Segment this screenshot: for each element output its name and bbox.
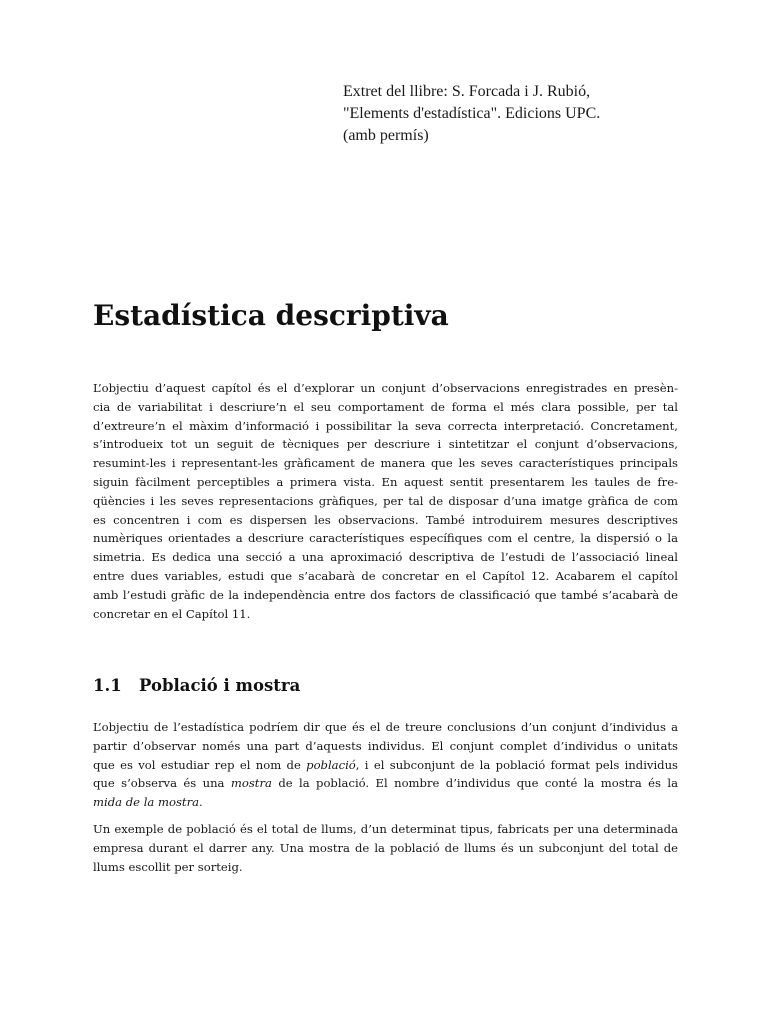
paragraph-line: es concentren i com es dispersen les observacions. També introduirem mesures descriptives (93, 512, 678, 527)
section-paragraph-1 (93, 718, 678, 812)
intro-paragraph (93, 379, 678, 623)
attribution-line: Extret del llibre: S. Forcada i J. Rubió, (343, 83, 591, 100)
paragraph-line (93, 793, 678, 812)
attribution-line: (amb permís) (343, 127, 429, 144)
paragraph-line (93, 774, 678, 793)
line-text: que s’observa és una (93, 776, 231, 791)
section-paragraph-2 (93, 820, 678, 876)
paragraph-line: L’objectiu d’aquest capítol és el d’explorar un conjunt d’observacions enregistrades en presèn- (93, 381, 678, 395)
paragraph-line: Un exemple de població és el total de llums, d’un determinat tipus, fabricats per una determinada (93, 822, 678, 836)
source-attribution (343, 81, 743, 147)
paragraph-line: llums escollit per sorteig. (93, 859, 243, 874)
line-text: , i el subconjunt de la població format pels individus (355, 757, 679, 772)
paragraph-line: simetria. Es dedica una secció a una aproximació descriptiva de l’estudi de l’associació lineal (93, 550, 678, 565)
paragraph-line: numèriques orientades a descriure característiques específiques com el centre, la dispersió o la (93, 531, 678, 546)
paragraph-line: amb l’estudi gràfic de la independència entre dos factors de classificació que també s’acabarà de (93, 587, 678, 602)
paragraph-line: qüències i les seves representacions gràfiques, per tal de disposar d’una imatge gràfica de com (93, 493, 678, 508)
line-text: de la població. El nombre d’individus que conté la mostra és la (271, 776, 678, 791)
paragraph-line: siguin fàcilment perceptibles a primera vista. En aquest sentit presentarem les taules de fre- (93, 474, 678, 489)
paragraph-line: resumint-les i representant-les gràficament de manera que les seves característiques principals (93, 456, 678, 471)
paragraph-line (93, 756, 678, 775)
term-poblacio: població (306, 757, 356, 772)
section-heading (93, 674, 300, 698)
attribution-line: "Elements d'estadística". Edicions UPC. (343, 105, 601, 122)
term-mostra: mostra (230, 776, 272, 791)
section-title: Població i mostra (139, 676, 301, 695)
paragraph-line: L’objectiu de l’estadística podríem dir que és el de treure conclusions d’un conjunt d’individus a (93, 720, 678, 734)
paragraph-line: empresa durant el darrer any. Una mostra de la població de llums és un subconjunt del total de (93, 840, 678, 855)
term-mida-de-la-mostra: mida de la mostra (93, 795, 200, 810)
paragraph-line: entre dues variables, estudi que s’acabarà de concretar en el Capítol 12. Acabarem el capítol (93, 568, 678, 583)
section-number: 1.1 (93, 676, 122, 695)
paragraph-line: partir d’observar només una part d’aquests individus. El conjunt complet d’individus o unitats (93, 738, 678, 753)
paragraph-line: s’introdueix tot un seguit de tècniques per descriure i sintetitzar el conjunt d’observacions, (93, 437, 678, 452)
chapter-title: Estadística descriptiva (93, 299, 449, 332)
paragraph-line: cia de variabilitat i descriure’n el seu comportament de forma el més clara possible, per tal (93, 399, 678, 414)
paragraph-line: concretar en el Capítol 11. (93, 606, 251, 621)
line-text: . (199, 795, 203, 810)
line-text: que es vol estudiar rep el nom de (93, 757, 307, 772)
paragraph-line: d’extreure’n el màxim d’informació i possibilitar la seva correcta interpretació. Concretament, (93, 418, 678, 433)
